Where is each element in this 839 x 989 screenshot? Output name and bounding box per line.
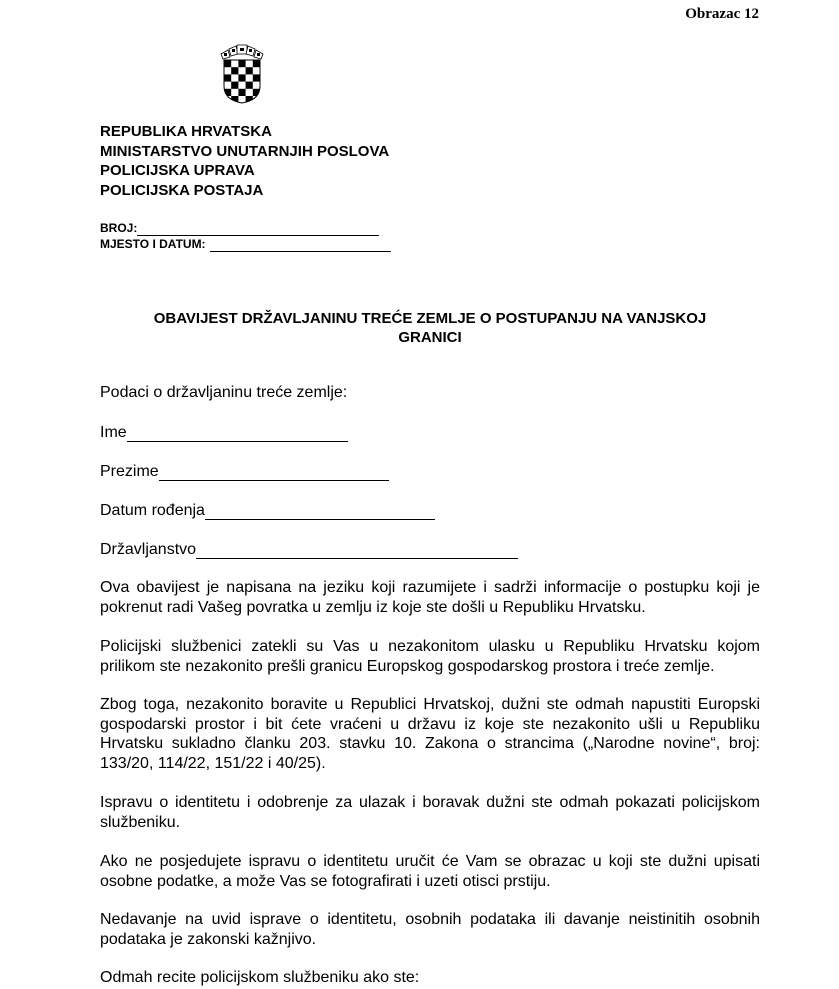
text-line: Ova obavijest je napisana na jeziku koji razumijete i sadrži informacije o postupku koji je bbox=[100, 579, 760, 596]
number-label: BROJ: bbox=[100, 221, 138, 235]
authority-republic: REPUBLIKA HRVATSKA bbox=[100, 123, 272, 140]
form-number: Obrazac 12 bbox=[685, 6, 759, 22]
text-line: Zbog toga, nezakonito boravite u Republici Hrvatskoj, dužni ste odmah napustiti Europski bbox=[100, 696, 760, 713]
number-blank-line[interactable] bbox=[137, 223, 379, 236]
date-of-birth-field bbox=[100, 502, 435, 520]
surname-blank-line[interactable] bbox=[159, 464, 389, 481]
nationality-blank-line[interactable] bbox=[196, 542, 518, 559]
first-name-field bbox=[100, 424, 348, 442]
date-of-birth-label: Datum rođenja bbox=[100, 502, 205, 519]
reference-block bbox=[100, 220, 391, 252]
croatian-coat-of-arms-icon bbox=[220, 44, 264, 104]
place-date-label: MJESTO I DATUM: bbox=[100, 237, 206, 251]
title-line-1: OBAVIJEST DRŽAVLJANINU TREĆE ZEMLJE O POSTUPANJU NA VANJSKOJ bbox=[153, 310, 707, 327]
text-line: prilikom ste nezakonito prešli granicu Europskog gospodarskog prostora i treće zemlje. bbox=[100, 657, 715, 675]
nationality-label: Državljanstvo bbox=[100, 541, 197, 558]
issuing-authority bbox=[100, 122, 389, 200]
text-line: podataka je zakonski kažnjivo. bbox=[100, 930, 317, 948]
first-name-label: Ime bbox=[100, 424, 127, 441]
text-line: Hrvatsku sukladno članku 203. stavku 10. Zakona o strancima („Narodne novine“, broj: bbox=[100, 735, 760, 752]
authority-police-station: POLICIJSKA POSTAJA bbox=[100, 181, 264, 199]
authority-police-administration: POLICIJSKA UPRAVA bbox=[100, 162, 255, 179]
text-line: Policijski službenici zatekli su Vas u nezakonitom ulasku u Republiku Hrvatsku kojom bbox=[100, 638, 760, 655]
text-line: službeniku. bbox=[100, 813, 181, 831]
text-line: gospodarski prostor i bit ćete vraćeni u državu iz koje ste nezakonito ušli u Republiku bbox=[100, 715, 760, 733]
paragraph-return-obligation bbox=[100, 695, 760, 773]
title-line-2: GRANICI bbox=[398, 329, 462, 346]
paragraph-illegal-entry bbox=[100, 637, 760, 676]
first-name-blank-line[interactable] bbox=[127, 425, 348, 442]
surname-field bbox=[100, 463, 389, 481]
text-line: Odmah recite policijskom službeniku ako ste: bbox=[100, 969, 420, 986]
text-line: osobne podatke, a može Vas se fotografirati i uzeti otisci prstiju. bbox=[100, 872, 551, 890]
text-line: Ako ne posjedujete ispravu o identitetu uručit će Vam se obrazac u koji ste dužni upisati bbox=[100, 853, 760, 870]
intro-text: Podaci o državljaninu treće zemlje: bbox=[100, 384, 348, 401]
paragraph-form-fingerprints bbox=[100, 852, 760, 891]
authority-ministry: MINISTARSTVO UNUTARNJIH POSLOVA bbox=[100, 142, 390, 160]
paragraph-penalty bbox=[100, 910, 760, 949]
surname-label: Prezime bbox=[100, 463, 159, 480]
paragraph-language-notice bbox=[100, 578, 760, 617]
text-line: Ispravu o identitetu i odobrenje za ulazak i boravak dužni ste odmah pokazati policijskom bbox=[100, 794, 760, 811]
text-line: pokrenut radi Vašeg povratka u zemlju iz koje ste došli u Republiku Hrvatsku. bbox=[100, 598, 646, 616]
nationality-field bbox=[100, 541, 518, 559]
place-date-blank-line[interactable] bbox=[210, 239, 391, 252]
paragraph-identity-document bbox=[100, 793, 760, 832]
document-title bbox=[100, 309, 760, 347]
date-of-birth-blank-line[interactable] bbox=[205, 503, 435, 520]
text-line: 133/20, 114/22, 151/22 i 40/25). bbox=[100, 754, 326, 772]
paragraph-tell-officer bbox=[100, 968, 760, 988]
text-line: Nedavanje na uvid isprave o identitetu, osobnih podataka ili davanje neistinitih osobnih bbox=[100, 911, 760, 928]
